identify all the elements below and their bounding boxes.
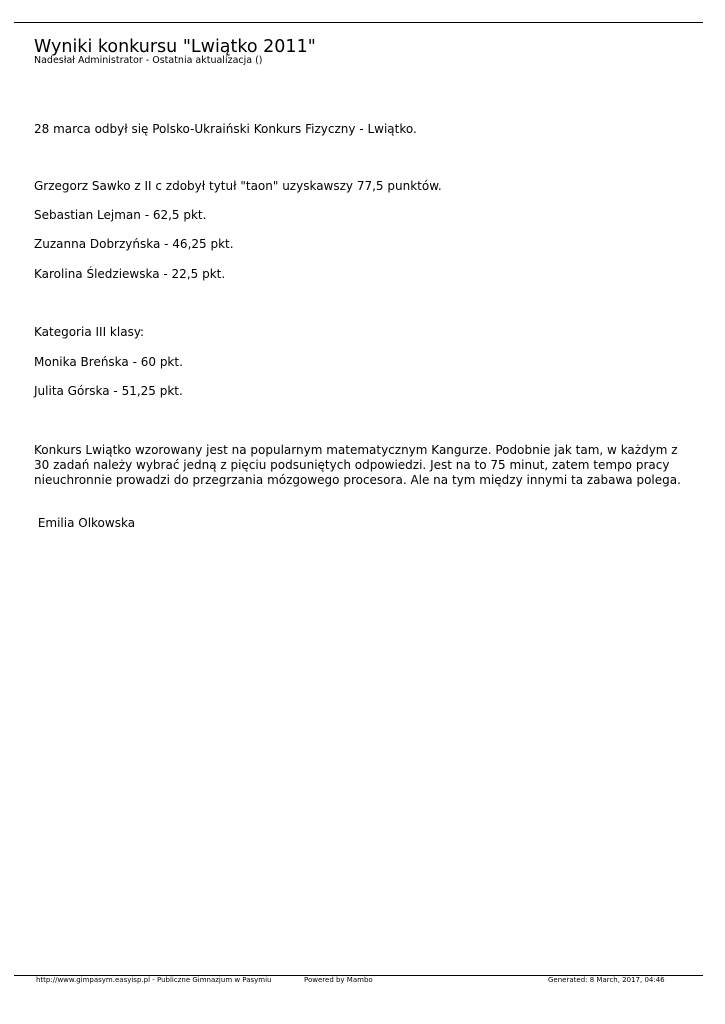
- author-signature: Emilia Olkowska: [34, 516, 136, 530]
- top-rule: [14, 22, 703, 23]
- description-paragraph: Konkurs Lwiątko wzorowany jest na popularnym matematycznym Kangurze. Podobnie jak tam, w każdym z 30 zadań należy wybrać jedną z pięciu podsuniętych odpowiedzi. Jest na to 75 minut, zatem tempo pracy nieuchronnie prowadzi do przegrzania mózgowego procesora. Ale na tym między innymi ta zabawa polega.: [34, 443, 681, 487]
- category-heading: Kategoria III klasy:: [34, 325, 145, 339]
- intro-paragraph: 28 marca odbył się Polsko-Ukraiński Konkurs Fizyczny - Lwiątko.: [34, 122, 417, 136]
- footer-powered: Powered by Mambo: [304, 976, 373, 984]
- article-meta: Nadesłał Administrator - Ostatnia aktualizacja (): [34, 55, 263, 66]
- result-line: Monika Breńska - 60 pkt.: [34, 355, 183, 369]
- footer-generated: Generated: 8 March, 2017, 04:46: [548, 976, 665, 984]
- footer-source: http://www.gimpasym.easyisp.pl - Publiczne Gimnazjum w Pasymiu: [36, 976, 272, 984]
- result-line: Zuzanna Dobrzyńska - 46,25 pkt.: [34, 237, 234, 251]
- page-title: Wyniki konkursu "Lwiątko 2011": [34, 37, 316, 57]
- result-line: Sebastian Lejman - 62,5 pkt.: [34, 208, 207, 222]
- result-line: Karolina Śledziewska - 22,5 pkt.: [34, 267, 226, 281]
- result-line: Julita Górska - 51,25 pkt.: [34, 384, 183, 398]
- result-line: Grzegorz Sawko z II c zdobył tytuł "taon" uzyskawszy 77,5 punktów.: [34, 179, 442, 193]
